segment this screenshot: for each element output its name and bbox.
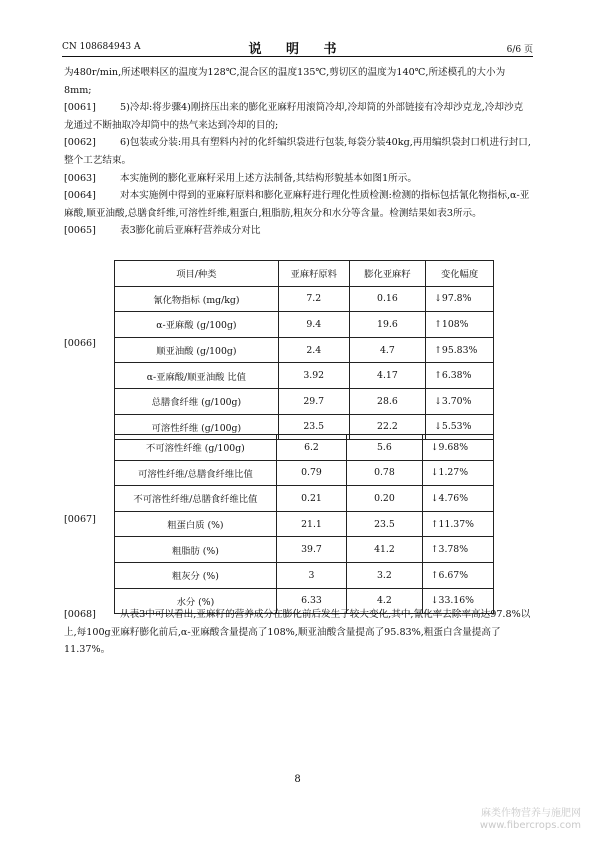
change-cell: ↓4.76% [422,486,493,512]
table-row [115,312,494,338]
change-cell: ↓9.68% [422,435,493,461]
paragraph-0065 [64,222,532,240]
paragraph-0068 [64,606,532,659]
paragraph-text: 6)包装或分装:用具有塑料内衬的化纤编织袋进行包装,每袋分装40kg,再用编织袋封口机进行封口,整个工艺结束。 [64,137,531,166]
item-cell: 顺亚油酸 (g/100g) [115,337,279,363]
watermark-url: www.fibercrops.com [479,820,581,831]
table-caption: 表3膨化前后亚麻籽营养成分对比 [120,225,261,237]
header-divider [62,56,533,57]
table-row [115,511,494,537]
paragraph-number: [0064] [64,190,96,202]
change-cell: ↓3.70% [426,388,494,414]
table-row [115,562,494,588]
publication-number: CN 108684943 A [62,42,141,52]
change-cell: ↓33.16% [422,588,493,614]
change-cell: ↑11.37% [422,511,493,537]
table-row [115,363,494,389]
table-row [115,537,494,563]
raw-value-cell: 2.4 [278,337,349,363]
change-cell: ↑3.78% [422,537,493,563]
paragraph-0060-cont [64,64,532,99]
item-cell: 粗灰分 (%) [115,562,277,588]
puffed-value-cell: 19.6 [349,312,425,338]
puffed-value-cell: 4.2 [347,588,423,614]
table-row [115,388,494,414]
table-row [115,435,494,461]
item-cell: 不可溶性纤维/总膳食纤维比值 [115,486,277,512]
nutrition-table-part1 [114,260,494,440]
puffed-value-cell: 23.5 [347,511,423,537]
table-row [115,337,494,363]
change-cell: ↑6.38% [426,363,494,389]
paragraph-text: 为480r/min,所述喂料区的温度为128℃,混合区的温度135℃,剪切区的温度为140℃,所述模孔的大小为8mm; [64,67,506,96]
paragraph-text: 从表3中可以看出,亚麻籽的营养成分在膨化前后发生了较大变化,其中,氰化率去除率高达97.8%以上,每100g亚麻籽膨化前后,α-亚麻酸含量提高了108%,顺亚油酸含量提高了95.83%,粗蛋白含量提高了11.37%。 [64,609,531,656]
raw-value-cell: 29.7 [278,388,349,414]
change-cell: ↓1.27% [422,460,493,486]
puffed-value-cell: 5.6 [347,435,423,461]
item-cell: α-亚麻酸 (g/100g) [115,312,279,338]
paragraph-0064 [64,187,532,222]
item-cell: 水分 (%) [115,588,277,614]
puffed-value-cell: 28.6 [349,388,425,414]
change-cell: ↑95.83% [426,337,494,363]
page-indicator: 6/6 页 [506,45,533,55]
paragraph-text: 本实施例的膨化亚麻籽采用上述方法制备,其结构形貌基本如图1所示。 [120,172,417,184]
raw-value-cell: 0.79 [276,460,346,486]
item-cell: 粗蛋白质 (%) [115,511,277,537]
paragraph-0063 [64,170,532,188]
change-cell: ↑108% [426,312,494,338]
item-cell: 氰化物指标 (mg/kg) [115,286,279,312]
raw-value-cell: 23.5 [278,414,349,440]
table-row [115,486,494,512]
raw-value-cell: 21.1 [276,511,346,537]
raw-value-cell: 3 [276,562,346,588]
puffed-value-cell: 41.2 [347,537,423,563]
table-header-row [115,261,494,287]
nutrition-table-part2 [114,434,494,614]
table-row [115,460,494,486]
header-cell: 亚麻籽原料 [278,261,349,287]
raw-value-cell: 3.92 [278,363,349,389]
raw-value-cell: 6.33 [276,588,346,614]
puffed-value-cell: 22.2 [349,414,425,440]
change-cell: ↑6.67% [422,562,493,588]
paragraph-number: [0063] [64,172,96,184]
header-cell: 膨化亚麻籽 [349,261,425,287]
item-cell: α-亚麻酸/顺亚油酸 比值 [115,363,279,389]
item-cell: 可溶性纤维 (g/100g) [115,414,279,440]
paragraph-text: 对本实施例中得到的亚麻籽原料和膨化亚麻籽进行理化性质检测:检测的指标包括氰化物指标,α-亚麻酸,顺亚油酸,总膳食纤维,可溶性纤维,粗蛋白,粗脂肪,粗灰分和水分等含量。检测结果如表3所示。 [64,190,530,219]
paragraph-number-0066: [0066] [64,338,96,349]
raw-value-cell: 0.21 [276,486,346,512]
paragraph-number: [0061] [64,102,96,114]
header-cell: 变化幅度 [426,261,494,287]
paragraph-number: [0068] [64,609,96,620]
header-cell: 项目/种类 [115,261,279,287]
paragraph-0062 [64,134,532,169]
watermark [480,808,581,832]
puffed-value-cell: 3.2 [347,562,423,588]
paragraph-0061 [64,99,532,134]
raw-value-cell: 39.7 [276,537,346,563]
raw-value-cell: 7.2 [278,286,349,312]
puffed-value-cell: 4.17 [349,363,425,389]
change-cell: ↓5.53% [426,414,494,440]
watermark-site-name: 麻类作物营养与施肥网 [481,808,581,819]
item-cell: 不可溶性纤维 (g/100g) [115,435,277,461]
paragraph-number: [0065] [64,225,96,237]
change-cell: ↓97.8% [426,286,494,312]
page-number: 8 [294,774,301,785]
item-cell: 总膳食纤维 (g/100g) [115,388,279,414]
puffed-value-cell: 4.7 [349,337,425,363]
page-header [62,38,533,58]
body-text-top [64,64,532,240]
paragraph-number: [0062] [64,137,96,149]
puffed-value-cell: 0.20 [347,486,423,512]
table-row [115,286,494,312]
item-cell: 粗脂肪 (%) [115,537,277,563]
raw-value-cell: 9.4 [278,312,349,338]
document-title: 说 明 书 [248,42,347,57]
item-cell: 可溶性纤维/总膳食纤维比值 [115,460,277,486]
paragraph-number-0067: [0067] [64,514,96,525]
puffed-value-cell: 0.16 [349,286,425,312]
raw-value-cell: 6.2 [276,435,346,461]
body-text-bottom [64,606,532,659]
paragraph-text: 5)冷却:将步骤4)刚挤压出来的膨化亚麻籽用滚筒冷却,冷却筒的外部链接有冷却沙克龙,冷却沙克龙通过不断抽取冷却筒中的热气来达到冷却的目的; [64,102,524,131]
puffed-value-cell: 0.78 [347,460,423,486]
